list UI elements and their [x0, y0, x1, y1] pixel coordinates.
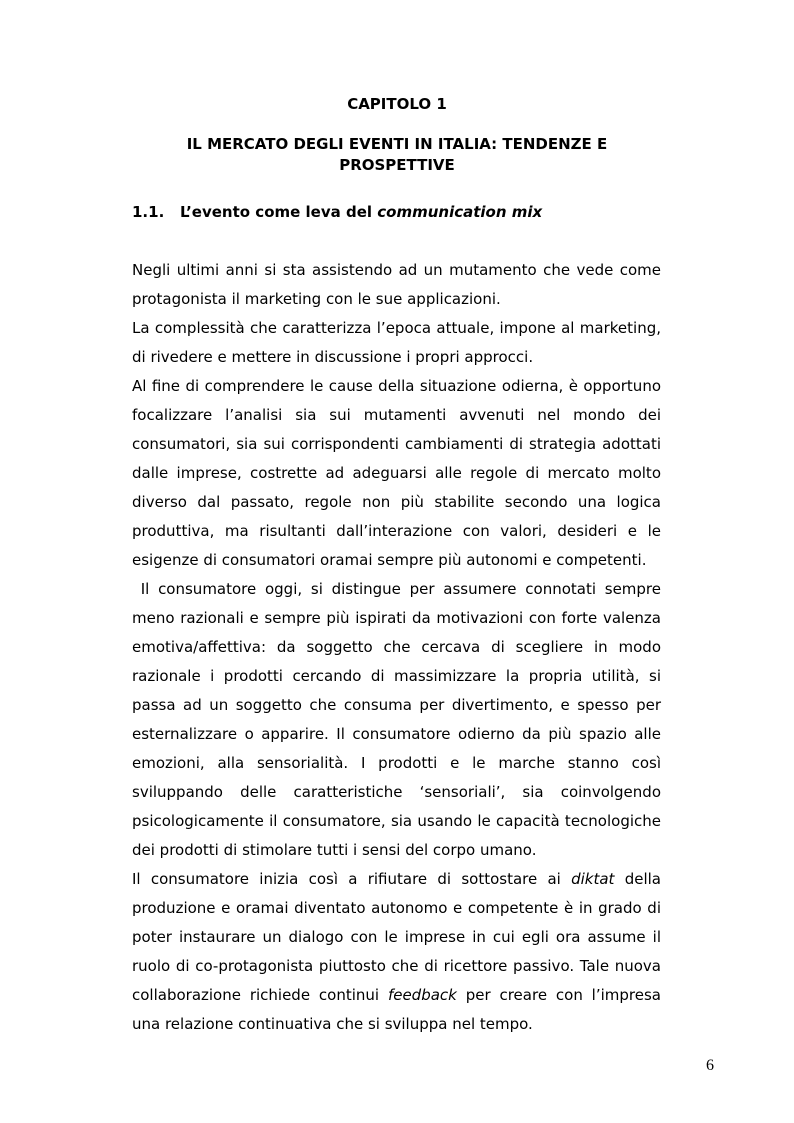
- paragraph-2: La complessità che caratterizza l’epoca attuale, impone al marketing, di rivedere e mettere in discussione i propri approcci.: [132, 319, 661, 366]
- chapter-title: IL MERCATO DEGLI EVENTI IN ITALIA: TENDENZE E PROSPETTIVE: [186, 135, 608, 174]
- paragraph-4: Il consumatore oggi, si distingue per assumere connotati sempre meno razionali e sempre più ispirati da motivazioni con forte valenza emotiva/affettiva: da soggetto che cercava di scegliere in modo razionale i prodotti cercando di massimizzare la propria utilità, si passa ad un soggetto che consuma per divertimento, e spesso per esternalizzare o apparire. Il consumatore odierno da più spazio alle emozioni, alla sensorialità. I prodotti e le marche stanno così sviluppando delle caratteristiche ‘sensoriali’, sia coinvolgendo psicologicamente il consumatore, sia usando le capacità tecnologiche dei prodotti di stimolare tutti i sensi del corpo umano.: [132, 580, 661, 859]
- paragraph-3: Al fine di comprendere le cause della situazione odierna, è opportuno focalizzare l’analisi sia sui mutamenti avvenuti nel mondo dei consumatori, sia sui corrispondenti cambiamenti di strategia adottati dalle imprese, costrette ad adeguarsi alle regole di mercato molto diverso dal passato, regole non più stabilite secondo una logica produttiva, ma risultanti dall’interazione con valori, desideri e le esigenze di consumatori oramai sempre più autonomi e competenti.: [132, 377, 661, 569]
- paragraph-5-part-3: per creare con l’impresa una relazione continuativa che si sviluppa nel tempo.: [132, 986, 661, 1033]
- paragraph-5-emphasis-1: diktat: [571, 870, 615, 888]
- section-heading: [132, 202, 542, 222]
- paragraph-5-part-2: della produzione e oramai diventato autonomo e competente è in grado di poter instaurare un dialogo con le imprese in cui egli ora assume il ruolo di co-protagonista piuttosto che di ricettore passivo. Tale nuova collaborazione richiede continui: [132, 870, 661, 1004]
- paragraph-1: Negli ultimi anni si sta assistendo ad un mutamento che vede come protagonista il marketing con le sue applicazioni.: [132, 261, 661, 308]
- section-title-prefix: L’evento come leva del: [180, 203, 378, 221]
- paragraph-5: [132, 865, 661, 1039]
- body-text: [132, 256, 661, 1039]
- paragraph-5-emphasis-2: feedback: [387, 986, 457, 1004]
- page-number: 6: [706, 1057, 714, 1074]
- section-title-emphasis: communication mix: [377, 203, 543, 221]
- section-number: 1.1.: [132, 203, 165, 221]
- chapter-label: CAPITOLO 1: [347, 95, 447, 113]
- paragraph-5-part-1: Il consumatore inizia così a rifiutare di sottostare ai: [132, 870, 572, 888]
